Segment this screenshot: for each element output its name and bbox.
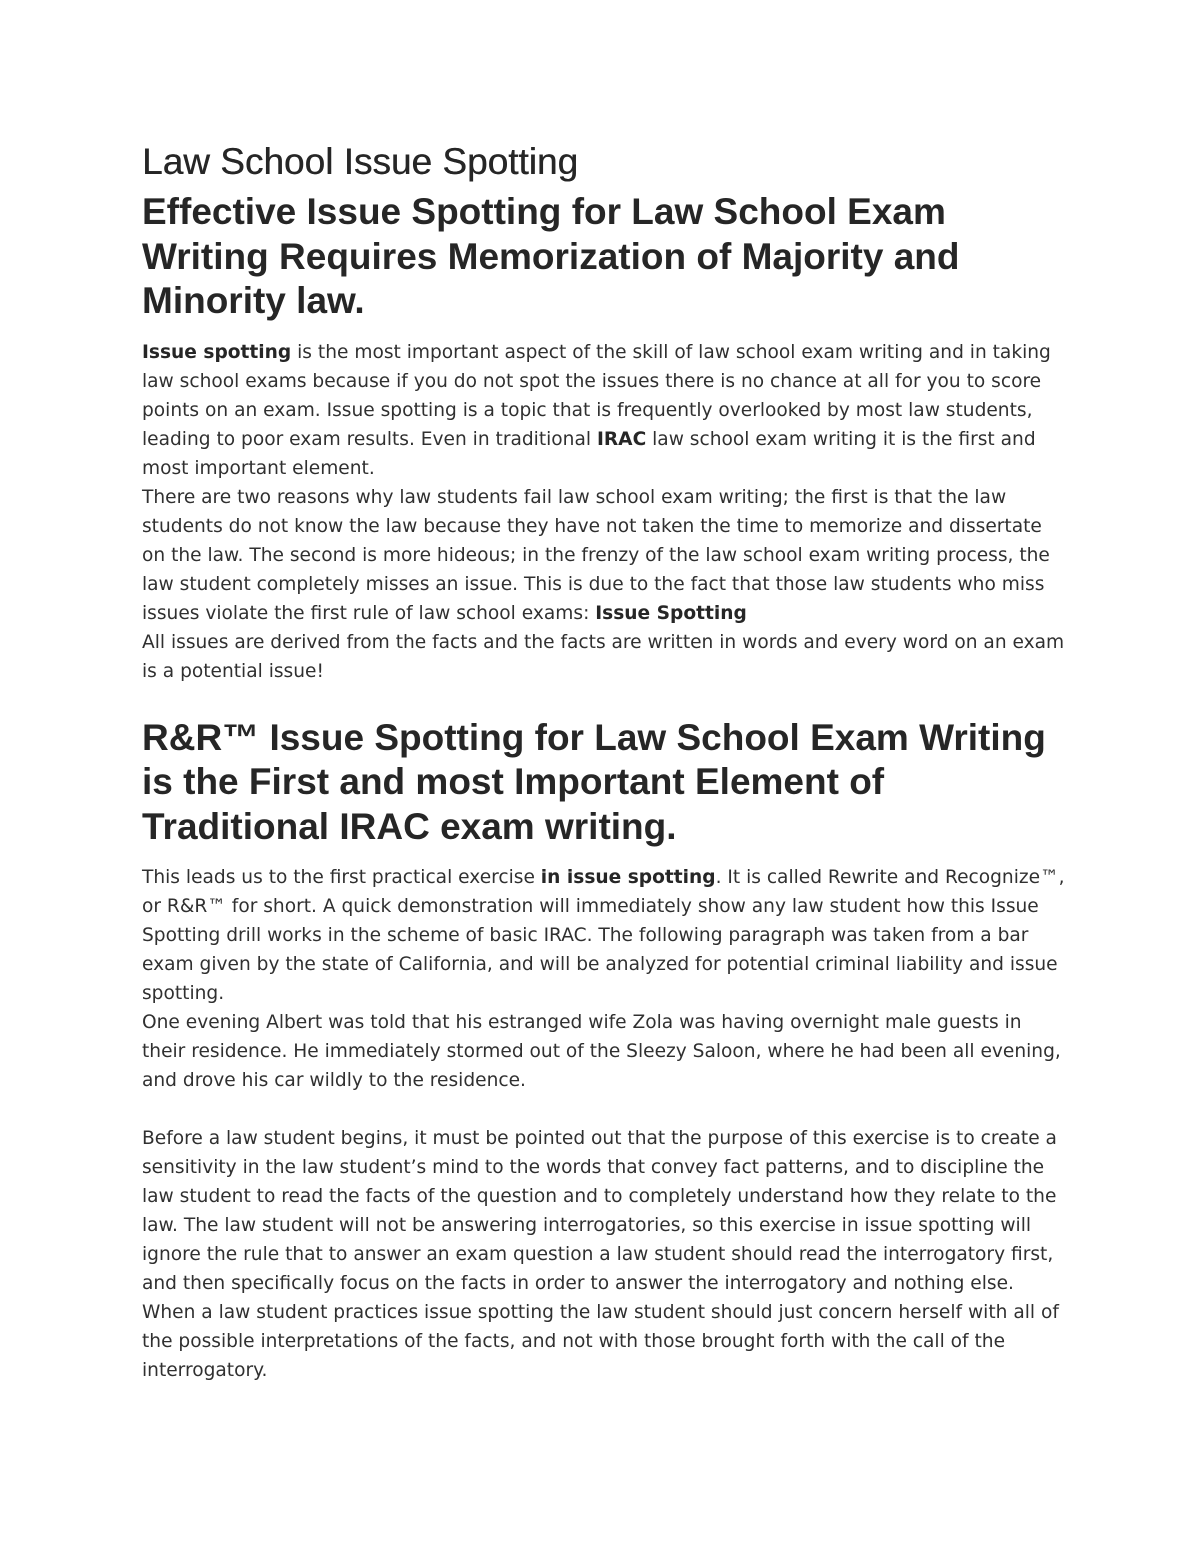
document-body — [142, 140, 1067, 1385]
paragraph-exercise-purpose: Before a law student begins, it must be pointed out that the purpose of this exercise is to create a sensitivity in the law student’s mind to the words that convey fact patterns, and to discipline the law student to read the facts of the question and to completely understand how they relate to the law. The law student will not be answering interrogatories, so this exercise in issue spotting will ignore the rule that to answer an exam question a law student should read the interrogatory first, and then specifically focus on the facts in order to answer the interrogatory and nothing else. When a law student practices issue spotting the law student should just concern herself with all of the possible interpretations of the facts, and not with those brought forth with the call of the interrogatory. — [142, 1128, 1059, 1381]
paragraph-text: . It is called Rewrite and Recognize™, or R&R™ for short. A quick demonstration will immediately show any law student how this Issue Spotting drill works in the scheme of basic IRAC. The following paragraph was taken from a bar exam given by the state of California, and will be analyzed for potential criminal liability and issue spotting. — [142, 867, 1065, 1004]
paragraph-text: This leads us to the first practical exercise — [142, 867, 541, 888]
paragraph-all-issues: All issues are derived from the facts and the facts are written in words and every word on an exam is a potential issue! — [142, 631, 1065, 682]
paragraph-bar-exam-excerpt: One evening Albert was told that his estranged wife Zola was having overnight male guests in their residence. He immediately stormed out of the Sleezy Saloon, where he had been all evening, and drove his car wildly to the residence. — [142, 1012, 1061, 1091]
bold-term-irac: IRAC — [596, 428, 647, 450]
paragraph-text: law school exam writing it is the first and most important element. — [142, 428, 1036, 479]
paragraph-text: There are two reasons why law students fail law school exam writing; the first is that the law students do not know the law because they have not taken the time to memorize and dissertate on the law. The second is more hideous; in the frenzy of the law school exam writing process, the law student completely misses an issue. This is due to the fact that those law students who miss issues violate the first rule of law school exams: — [142, 486, 1050, 624]
bold-term-issue-spotting-rule: Issue Spotting — [595, 602, 747, 624]
paragraph-two-reasons — [142, 483, 1067, 628]
bold-term-in-issue-spotting: in issue spotting — [540, 867, 716, 888]
section-heading-effective-issue-spotting: Effective Issue Spotting for Law School Exam Writing Requires Memorization of Majority and Minority law. — [142, 191, 960, 321]
section-heading-rr-issue-spotting: R&R™ Issue Spotting for Law School Exam Writing is the First and most Important Element of Traditional IRAC exam writing. — [142, 716, 1046, 847]
paragraph-text: is the most important aspect of the skill of law school exam writing and in taking law school exams because if you do not spot the issues there is no chance at all for you to score points on an exam. Issue spotting is a topic that is frequently overlooked by most law students, leading to poor exam results. Even in traditional — [142, 341, 1051, 450]
bold-term-issue-spotting: Issue spotting — [142, 341, 292, 363]
paragraph-issue-spotting-intro — [142, 338, 1067, 483]
document-title: Law School Issue Spotting — [142, 141, 579, 182]
paragraph-practical-exercise — [142, 863, 1067, 1008]
